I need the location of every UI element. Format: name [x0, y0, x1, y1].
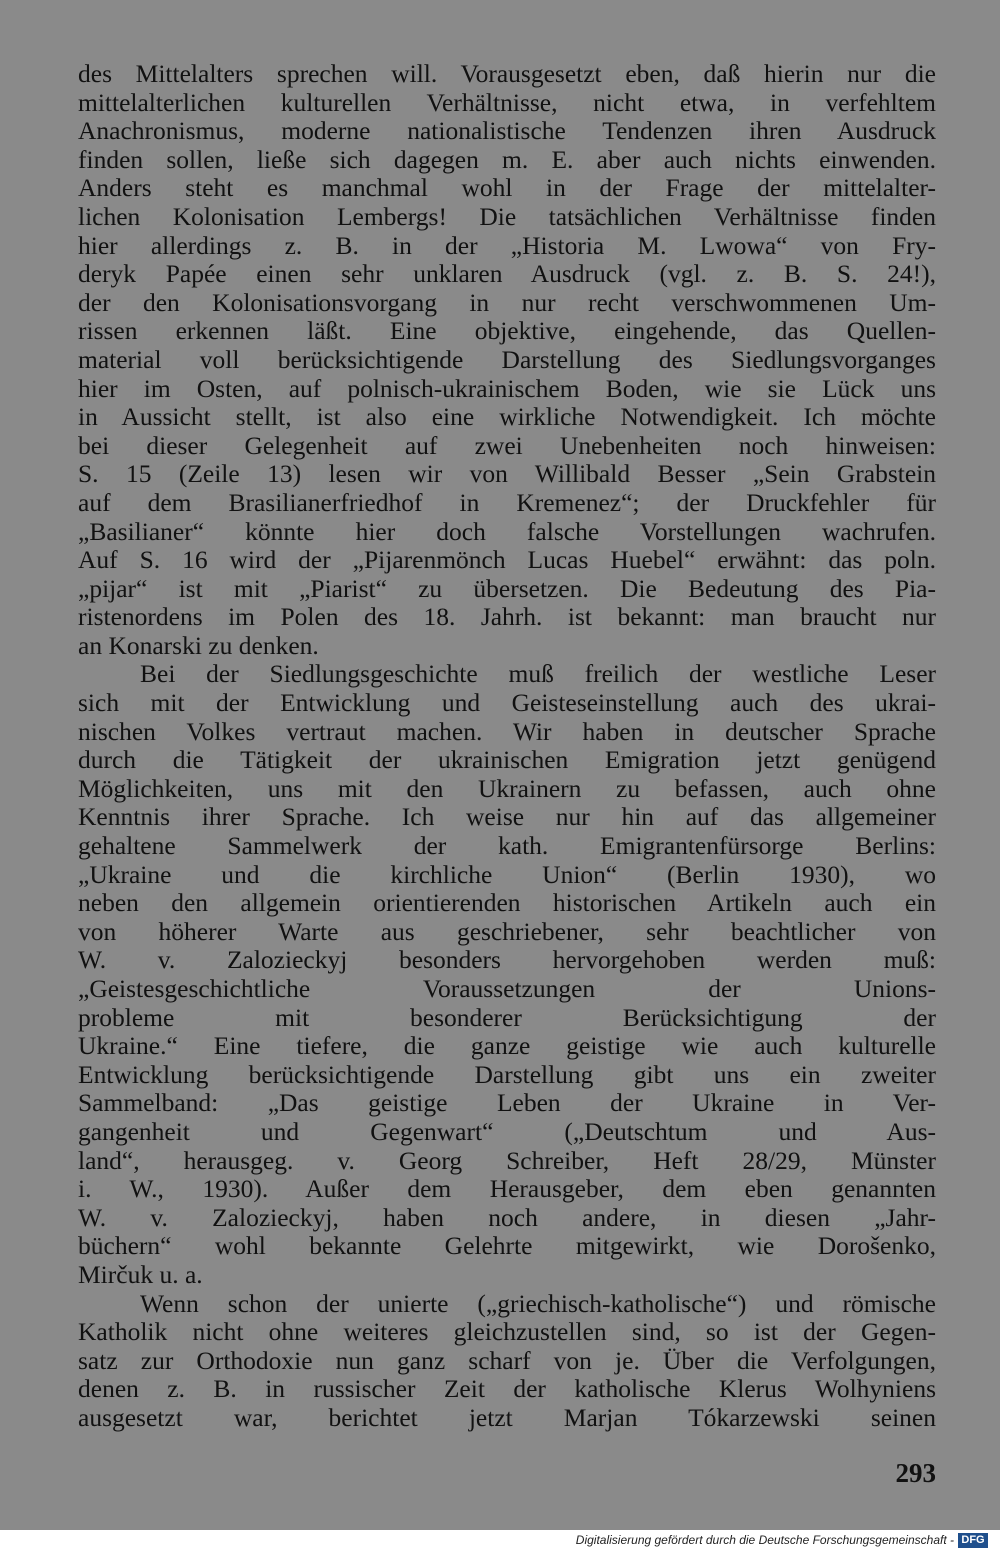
text-line: „Basilianer“ könnte hier doch falsche Vorstellungen wachrufen.: [78, 516, 936, 546]
body-text: [78, 60, 936, 1433]
text-line: „pijar“ ist mit „Piarist“ zu übersetzen. Die Bedeutung des Pia-: [78, 573, 936, 603]
text-line: gangenheit und Gegenwart“ („Deutschtum und Aus-: [78, 1116, 936, 1146]
footer-credit: Digitalisierung gefördert durch die Deutsche Forschungsgemeinschaft -: [575, 1533, 954, 1547]
text-line: „Ukraine und die kirchliche Union“ (Berlin 1930), wo: [78, 859, 936, 889]
text-line: Bei der Siedlungsgeschichte muß freilich der westliche Leser: [140, 659, 936, 689]
text-line: deryk Papée einen sehr unklaren Ausdruck (vgl. z. B. S. 24!),: [78, 259, 936, 289]
page-number: 293: [895, 1458, 936, 1488]
text-line: ausgesetzt war, berichtet jetzt Marjan Tókarzewski seinen: [78, 1402, 936, 1432]
text-line: Kenntnis ihrer Sprache. Ich weise nur hin auf das allgemeiner: [78, 802, 936, 832]
text-line: land“, herausgeg. v. Georg Schreiber, Heft 28/29, Münster: [78, 1145, 936, 1175]
text-line: Auf S. 16 wird der „Pijarenmönch Lucas Huebel“ erwähnt: das poln.: [78, 545, 936, 575]
text-line: neben den allgemein orientierenden historischen Artikeln auch ein: [78, 888, 936, 918]
text-line: auf dem Brasilianerfriedhof in Kremenez“; der Druckfehler für: [78, 487, 936, 517]
digitization-footer: [0, 1530, 1000, 1551]
text-line: rissen erkennen läßt. Eine objektive, eingehende, das Quellen-: [78, 316, 936, 346]
text-line: durch die Tätigkeit der ukrainischen Emigration jetzt genügend: [78, 745, 936, 775]
text-line: Möglichkeiten, uns mit den Ukrainern zu befassen, auch ohne: [78, 773, 936, 803]
text-line: Wenn schon der unierte („griechisch-katholische“) und römische: [140, 1288, 936, 1318]
text-line: material voll berücksichtigende Darstellung des Siedlungsvorganges: [78, 344, 936, 374]
text-line: Sammelband: „Das geistige Leben der Ukraine in Ver-: [78, 1088, 936, 1118]
text-line: Ukraine.“ Eine tiefere, die ganze geistige wie auch kulturelle: [78, 1031, 936, 1061]
text-line: an Konarski zu denken.: [78, 630, 319, 660]
text-line: Mirčuk u. a.: [78, 1259, 203, 1289]
text-line: finden sollen, ließe sich dagegen m. E. aber auch nichts einwenden.: [78, 144, 936, 174]
text-line: nischen Volkes vertraut machen. Wir haben in deutscher Sprache: [78, 716, 936, 746]
text-line: sich mit der Entwicklung und Geisteseinstellung auch des ukrai-: [78, 688, 936, 718]
text-line: W. v. Zalozieckyj, haben noch andere, in diesen „Jahr-: [78, 1202, 936, 1232]
text-line: des Mittelalters sprechen will. Vorausgesetzt eben, daß hierin nur die: [78, 59, 936, 88]
text-line: hier im Osten, auf polnisch-ukrainischem Boden, wie sie Lück uns: [78, 373, 936, 403]
text-line: von höherer Warte aus geschriebener, sehr beachtlicher von: [78, 916, 936, 946]
text-line: Entwicklung berücksichtigende Darstellung gibt uns ein zweiter: [78, 1059, 936, 1089]
text-line: denen z. B. in russischer Zeit der katholische Klerus Wolhyniens: [78, 1374, 936, 1404]
text-line: ristenordens im Polen des 18. Jahrh. ist bekannt: man braucht nur: [78, 602, 936, 632]
text-line: der den Kolonisationsvorgang in nur recht verschwommenen Um-: [78, 287, 936, 317]
dfg-logo: DFG: [958, 1533, 988, 1548]
text-line: mittelalterlichen kulturellen Verhältnisse, nicht etwa, in verfehltem: [78, 87, 936, 117]
text-line: Anachronismus, moderne nationalistische Tendenzen ihren Ausdruck: [78, 116, 936, 146]
text-line: Anders steht es manchmal wohl in der Frage der mittelalter-: [78, 173, 936, 203]
text-line: lichen Kolonisation Lembergs! Die tatsächlichen Verhältnisse finden: [78, 201, 936, 231]
text-line: Katholik nicht ohne weiteres gleichzustellen sind, so ist der Gegen-: [78, 1317, 936, 1347]
text-line: bei dieser Gelegenheit auf zwei Unebenheiten noch hinweisen:: [78, 430, 936, 460]
text-line: W. v. Zalozieckyj besonders hervorgehoben werden muß:: [78, 945, 936, 975]
text-line: hier allerdings z. B. in der „Historia M. Lwowa“ von Fry-: [78, 230, 936, 260]
text-line: probleme mit besonderer Berücksichtigung der: [78, 1002, 936, 1032]
text-line: büchern“ wohl bekannte Gelehrte mitgewirkt, wie Dorošenko,: [78, 1231, 936, 1261]
text-line: gehaltene Sammelwerk der kath. Emigrantenfürsorge Berlins:: [78, 831, 936, 861]
text-line: S. 15 (Zeile 13) lesen wir von Willibald Besser „Sein Grabstein: [78, 459, 936, 489]
text-line: i. W., 1930). Außer dem Herausgeber, dem eben genannten: [78, 1174, 936, 1204]
text-line: satz zur Orthodoxie nun ganz scharf von je. Über die Verfolgungen,: [78, 1345, 936, 1375]
text-line: in Aussicht stellt, ist also eine wirkliche Notwendigkeit. Ich möchte: [78, 402, 936, 432]
text-line: „Geistesgeschichtliche Voraussetzungen der Unions-: [78, 974, 936, 1003]
